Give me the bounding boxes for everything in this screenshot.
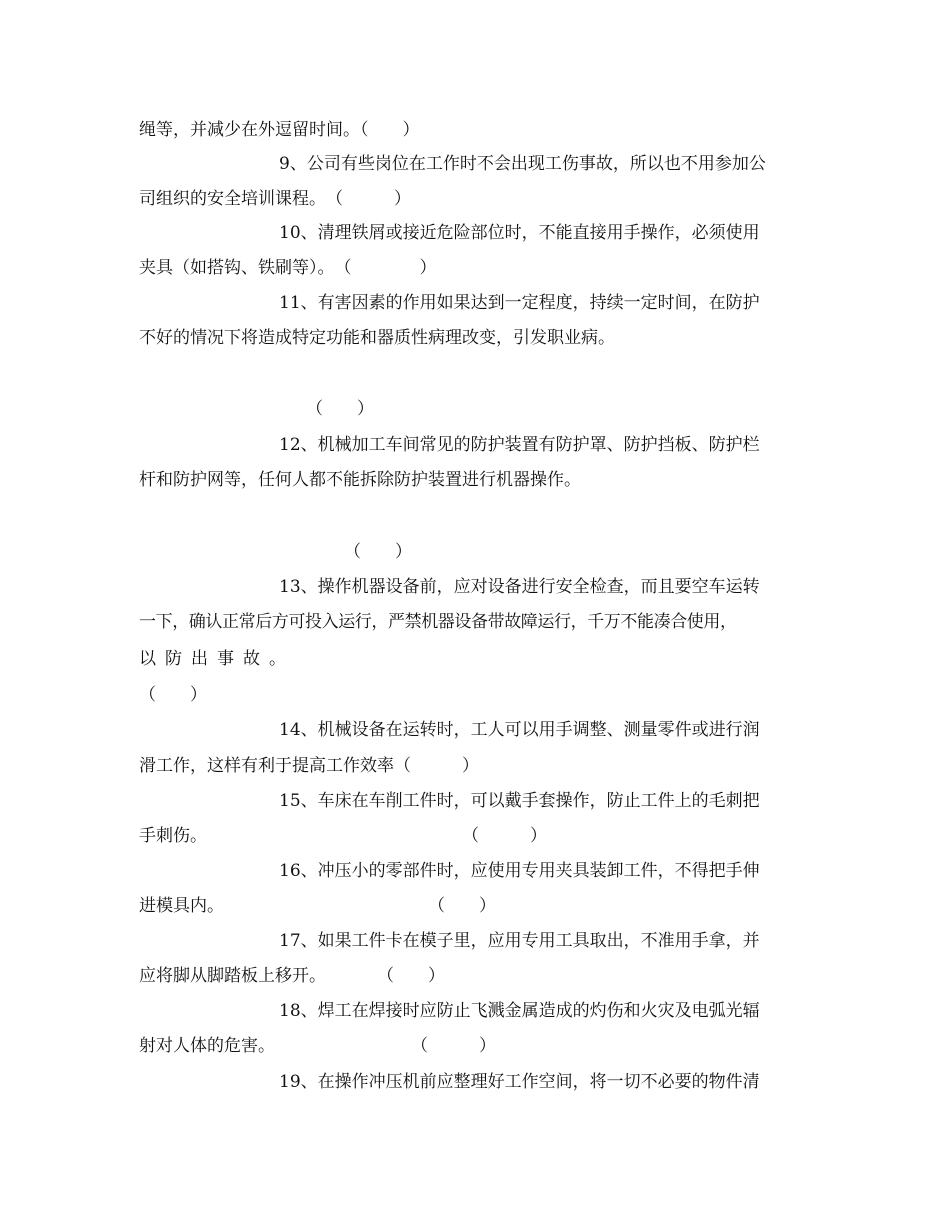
question-15-line-2: 手刺伤。 （ ）: [139, 826, 547, 846]
question-9-line-2: 司组织的安全培训课程。 （ ）: [139, 189, 411, 209]
question-18-line-2: 射对人体的危害。 （ ）: [139, 1036, 496, 1056]
question-13-line-2: 一下，确认正常后方可投入运行，严禁机器设备带故障运行，千万不能凑合使用，: [139, 612, 737, 632]
question-18-line-1: 18、焊工在焊接时应防止飞溅金属造成的灼伤和火灾及电弧光辐: [279, 1001, 760, 1021]
question-16-line-2: 进模具内。 （ ）: [139, 896, 496, 916]
question-11-line-2: 不好的情况下将造成特定功能和器质性病理改变，引发职业病。: [139, 328, 615, 348]
question-14-line-1: 14、机械设备在运转时，工人可以用手调整、测量零件或进行润: [279, 720, 760, 740]
question-9-line-1: 9、公司有些岗位在工作时不会出现工伤事故，所以也不用参加公: [279, 154, 766, 174]
question-10-line-1: 10、清理铁屑或接近危险部位时，不能直接用手操作，必须使用: [279, 223, 760, 243]
question-10-line-2: 夹具（如搭钩、铁刷等）。 （ ）: [139, 258, 437, 278]
question-13-line-3: 以防出事故。: [139, 649, 295, 669]
question-12-answer-bracket: （ ）: [344, 542, 412, 562]
question-19-line-1: 19、在操作冲压机前应整理好工作空间，将一切不必要的物件清: [279, 1072, 760, 1092]
question-15-line-1: 15、车床在车削工件时，可以戴手套操作，防止工件上的毛刺把: [279, 791, 760, 811]
question-14-line-2: 滑工作，这样有利于提高工作效率（ ）: [139, 756, 479, 776]
question-17-line-2: 应将脚从脚踏板上移开。 （ ）: [139, 966, 445, 986]
question-13-answer-bracket: （ ）: [139, 685, 207, 705]
question-17-line-1: 17、如果工件卡在模子里，应用专用工具取出，不准用手拿，并: [279, 931, 760, 951]
question-12-line-2: 杆和防护网等，任何人都不能拆除防护装置进行机器操作。: [139, 470, 581, 490]
question-11-answer-bracket: （ ）: [306, 399, 374, 419]
question-11-line-1: 11、有害因素的作用如果达到一定程度，持续一定时间，在防护: [279, 293, 760, 313]
question-13-line-1: 13、操作机器设备前，应对设备进行安全检查，而且要空车运转: [279, 577, 760, 597]
text-line: 绳等，并减少在外逗留时间。（ ）: [139, 120, 420, 140]
question-12-line-1: 12、机械加工车间常见的防护装置有防护罩、防护挡板、防护栏: [279, 435, 760, 455]
question-16-line-1: 16、冲压小的零部件时，应使用专用夹具装卸工件，不得把手伸: [279, 861, 760, 881]
